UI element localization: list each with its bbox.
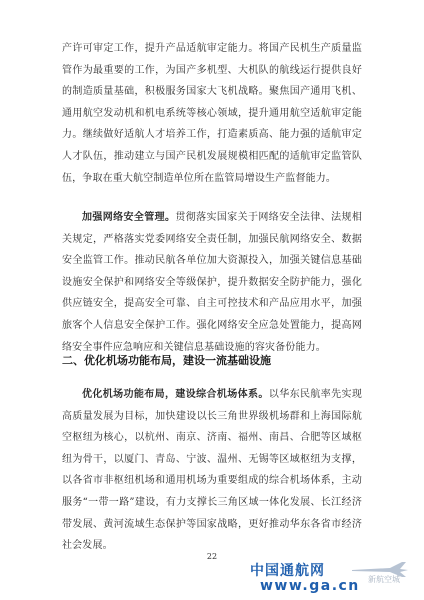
paragraph-lead: 加强网络安全管理。 (82, 212, 176, 223)
paragraph-certification (62, 38, 362, 189)
watermark-subtitle: 新航空城 (368, 575, 400, 584)
watermark-url: www.ga.cn (260, 578, 360, 594)
watermark-logo: 中国通航网 (250, 563, 325, 579)
paragraph-text: 以华东民航率先实现高质量发展为目标，加快建设以长三角世界级机场群和上海国际航空枢纽为核心，以杭州、南京、济南、福州、南昌、合肥等区域枢纽为骨干，以厦门、青岛、宁波、温州、无锡等区域枢纽为支撑，以各省市非枢纽机场和通用机场为重要组成的综合机场体系，主动服务“一带一路”建设，有力支撑长三角区域一体化发展、长江经济带发展、黄河流域生态保护等国家战略，更好推动华东各省市经济社会发展。 (62, 389, 362, 552)
paragraph-text: 贯彻落实国家关于网络安全法律、法规相关规定，严格落实党委网络安全责任制，加强民航网络安全、数据安全监管工作。推动民航各单位加大资源投入，加强关键信息基础设施安全保护和网络安全等级保护，提升数据安全防护能力，强化供应链安全，提高安全可靠、自主可控技术和产品应用水平，加强旅客个人信息安全保护工作。强化网络安全应急处置能力，提高网络安全事件应急响应和关键信息基础设施的容灾备份能力。 (62, 212, 362, 353)
page-number: 22 (206, 552, 218, 561)
paragraph-airport-layout (62, 384, 362, 557)
paragraph-network-security (62, 207, 362, 358)
watermark (250, 560, 424, 600)
section-heading: 二、优化机场功能布局，建设一流基础设施 (62, 354, 271, 367)
paragraph-text: 产许可审定工作，提升产品适航审定能力。将国产民机生产质量监管作为最重要的工作，为国产多机型、大机队的航线运行提供良好的制造质量基础，积极服务国家大飞机战略。聚焦国产通用飞机、通用航空发动机和机电系统等核心领域，提升通用航空适航审定能力。继续做好适航人才培养工作，打造素质高、能力强的适航审定人才队伍，推动建立与国产民机发展规模相匹配的适航审定监管队伍，争取在重大航空制造单位所在监管局增设生产监督能力。 (62, 43, 362, 184)
paragraph-lead: 优化机场功能布局，建设综合机场体系。 (82, 389, 269, 400)
